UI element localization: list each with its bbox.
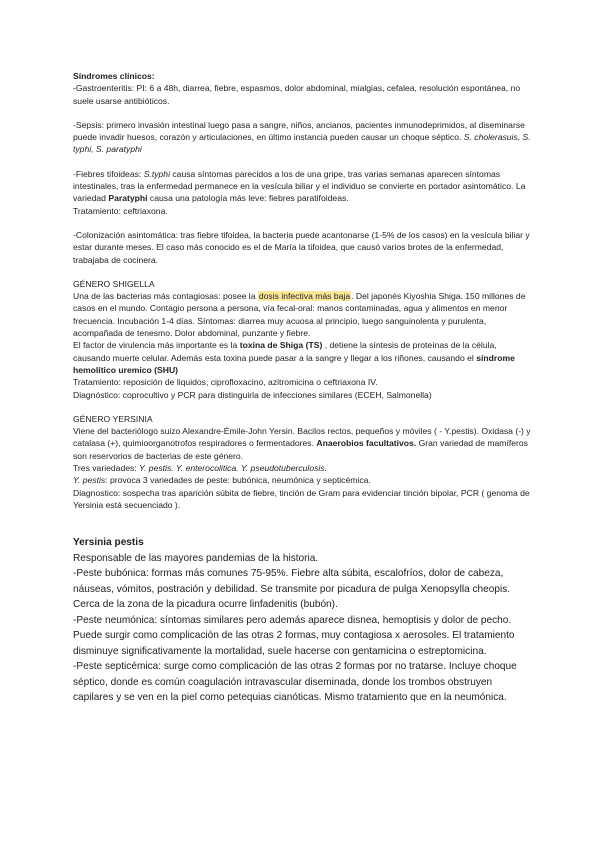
paragraph-yersinia-variedades: Tres variedades: Y. pestis. Y. enterocolitica. Y. pseudotuberculosis. [73,463,327,474]
paragraph-pandemias: Responsable de las mayores pandemias de la historia. [73,552,319,564]
paragraph-peste-bubonica: -Peste bubónica: formas más comunes 75-95%. Fiebre alta súbita, escalofríos, dolor de cabeza, náuseas, vómitos, postración y debilidad. Se transmite por picadura de pulga Xenopsylla cheopis. Cerca de la zona de la picadura ocurre linfadenitis (bubón). [73,568,511,611]
section-sindromes-clinicos [73,70,533,266]
paragraph-fiebres-tifoideas: -Fiebres tifoideas: S.typhi causa síntomas parecidos a los de una gripe, tras varias semanas aparecen síntomas intestinales, tras la enfermedad permanece en la vesícula biliar y el individuo se convierte en portador asintomático. La variedad Paratyphi causa una patología más leve: fiebres paratifoideas. [73,168,526,204]
paragraph-shigella-diagnostico: Diagnóstico: coprocultivo y PCR para distinguirla de infecciones similares (ECEH, Salmonella) [73,389,432,400]
paragraph-yersinia-diagnostico: Diagnostico: sospecha tras aparición súbita de fiebre, tinción de Gram para evidenciar tinción bipolar, PCR ( genoma de Yersinia está secuenciado ). [73,487,530,510]
paragraph-shigella-intro: Una de las bacterias más contagiosas: posee la dosis infectiva más baja. Del japonés Kiyoshia Shiga. 150 millones de casos en el mundo. Contagio persona a persona, vía fecal-oral: manos contaminadas, agua y alimentos en menor frecuencia. Incubación 1-4 días. Síntomas: diarrea muy acuosa al principio, luego sanguinolenta y purulenta, acompañada de tenesmo. Dolor abdominal, punzante y fiebre. [73,291,526,339]
section-title: GÉNERO YERSINIA [73,413,153,424]
paragraph-yersinia-pestis: Y. pestis: provoca 3 variedades de peste: bubónica, neumónica y septicémica. [73,475,371,486]
paragraph-gastroenteritis: -Gastroenteritis: PI: 6 a 48h, diarrea, fiebre, espasmos, dolor abdominal, mialgias, cefalea, resolución espontánea, no suele usarse antibióticos. [73,83,521,106]
highlighted-text: dosis infectiva más baja [258,291,351,302]
paragraph-shigella-tratamiento: Tratamiento: reposición de liquidos, ciprofloxacino, azitromicina o ceftriaxona IV. [73,377,378,388]
section-genero-shigella [73,278,533,401]
section-yersinia-pestis [73,535,533,706]
document-body [73,70,533,706]
paragraph-shigella-virulencia: El factor de virulencia más importante es la toxina de Shiga (TS) , detiene la síntesis de proteínas de la célula, causando muerte celular. Además esta toxina puede pasar a la sangre y llegar a los riñones, causando el síndrome hemolítico uremico (SHU) [73,340,515,375]
section-title: Yersinia pestis [73,537,144,549]
section-title: GÉNERO SHIGELLA [73,278,155,289]
paragraph-peste-septicemica: -Peste septicémica: surge como complicación de las otras 2 formas por no tratarse. Incluye choque séptico, donde es común coagulación intravascular diseminada, donde los trombos obstruyen capilares y se ven en la piel como petequias cianóticas. Mismo tratamiento que en la neumónica. [73,661,517,704]
paragraph-colonizacion: -Colonización asintomática: tras fiebre tifoidea, la bacteria puede acantonarse (1-5% de los casos) en la vesícula biliar y estar durante meses. El caso más conocido es el de María la tifoidea, que causó varios brotes de la enfermedad, trabajaba de cocinera. [73,229,530,265]
paragraph-peste-neumonica: -Peste neumónica: síntomas similares pero además aparece disnea, hemoptisis y dolor de pecho. Puede surgir como complicación de las otras 2 formas, muy contagiosa x aerosoles. El tratamiento disminuye significativamente la mortalidad, suele hacerse con gentamicina o estreptomicina. [73,614,515,657]
paragraph-sepsis: -Sepsis: primero invasión intestinal luego pasa a sangre, niños, ancianos, pacientes inmunodeprimidos, al diseminarse puede invadir huesos, corazón y articulaciones, en último instancia pueden causar un choque séptico. S. cholerasuis, S. typhi, S. paratyphi [73,119,531,155]
paragraph-tratamiento: Tratamiento: ceftriaxona. [73,205,168,216]
paragraph-yersinia-intro: Viene del bacteriólogo suizo Alexandre-Émile-John Yersin. Bacilos rectos, pequeños y móviles ( - Y.pestis). Oxidasa (-) y catalasa (+), quimioorganotrofos respiradores o fermentadores. Anaerobios facultativos. Gran variedad de mamíferos son reservorios de bacterias de este género. [73,426,531,461]
section-title: Síndromes clínicos: [73,71,155,81]
section-genero-yersinia [73,413,533,511]
